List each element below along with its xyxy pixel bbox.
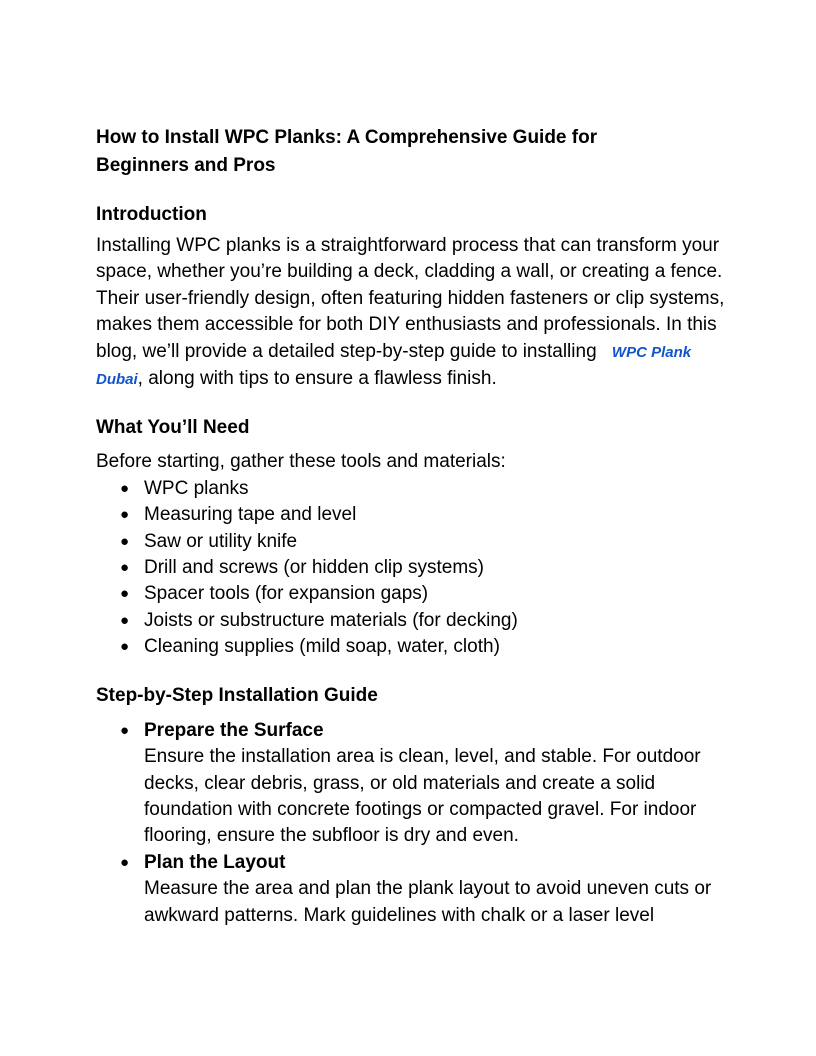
wpc-plank-dubai-link[interactable]: WPC Plank Dubai xyxy=(96,343,692,389)
bullet-icon: ● xyxy=(120,853,130,871)
introduction-paragraph xyxy=(96,233,726,393)
bullet-icon: ● xyxy=(120,585,130,603)
list-item: ● Measuring tape and level xyxy=(96,502,726,528)
bullet-icon: ● xyxy=(120,721,130,739)
bullet-icon: ● xyxy=(120,532,130,550)
installation-guide-heading: Step-by-Step Installation Guide xyxy=(96,684,378,706)
step-item xyxy=(96,850,726,929)
document-page xyxy=(96,124,726,929)
introduction-text-before-link: Installing WPC planks is a straightforward process that can transform your space, whether you’re building a deck, cladding a wall, or creating a fence. Their user-friendly design, often featuring hidden fasteners or clip systems, makes them accessible for both DIY enthusiasts and professionals. In this blog, we’ll provide a detailed step-by-step guide to installing xyxy=(96,235,725,362)
step-item xyxy=(96,718,726,850)
list-item: ● WPC planks xyxy=(96,476,726,502)
step-text: Measure the area and plan the plank layout to avoid uneven cuts or awkward patterns. Mark guidelines with chalk or a laser level xyxy=(144,878,712,926)
bullet-icon: ● xyxy=(120,611,130,629)
list-item: ● Joists or substructure materials (for decking) xyxy=(96,608,726,634)
list-item: ● Saw or utility knife xyxy=(96,529,726,555)
introduction-heading: Introduction xyxy=(96,204,207,225)
what-you-need-intro: Before starting, gather these tools and materials: xyxy=(96,451,506,473)
bullet-icon: ● xyxy=(120,559,130,577)
what-you-need-heading: What You’ll Need xyxy=(96,417,250,439)
document-title: How to Install WPC Planks: A Comprehensive Guide for Beginners and Pros xyxy=(96,127,598,176)
list-item: ● Drill and screws (or hidden clip systems) xyxy=(96,555,726,581)
step-title: Prepare the Surface xyxy=(144,719,324,741)
list-item: ● Spacer tools (for expansion gaps) xyxy=(96,581,726,607)
bullet-icon: ● xyxy=(120,479,130,497)
bullet-icon: ● xyxy=(120,638,130,656)
step-text: Ensure the installation area is clean, level, and stable. For outdoor decks, clear debris, grass, or old materials and create a solid foundation with concrete footings or compacted gravel. For indoor flooring, ensure the subfloor is dry and even. xyxy=(144,746,701,847)
bullet-icon: ● xyxy=(120,506,130,524)
list-item: ● Cleaning supplies (mild soap, water, cloth) xyxy=(96,634,726,660)
step-title: Plan the Layout xyxy=(144,851,286,873)
steps-list xyxy=(96,718,726,929)
introduction-text-after-link: , along with tips to ensure a flawless finish. xyxy=(137,368,497,390)
tools-list xyxy=(96,476,726,661)
